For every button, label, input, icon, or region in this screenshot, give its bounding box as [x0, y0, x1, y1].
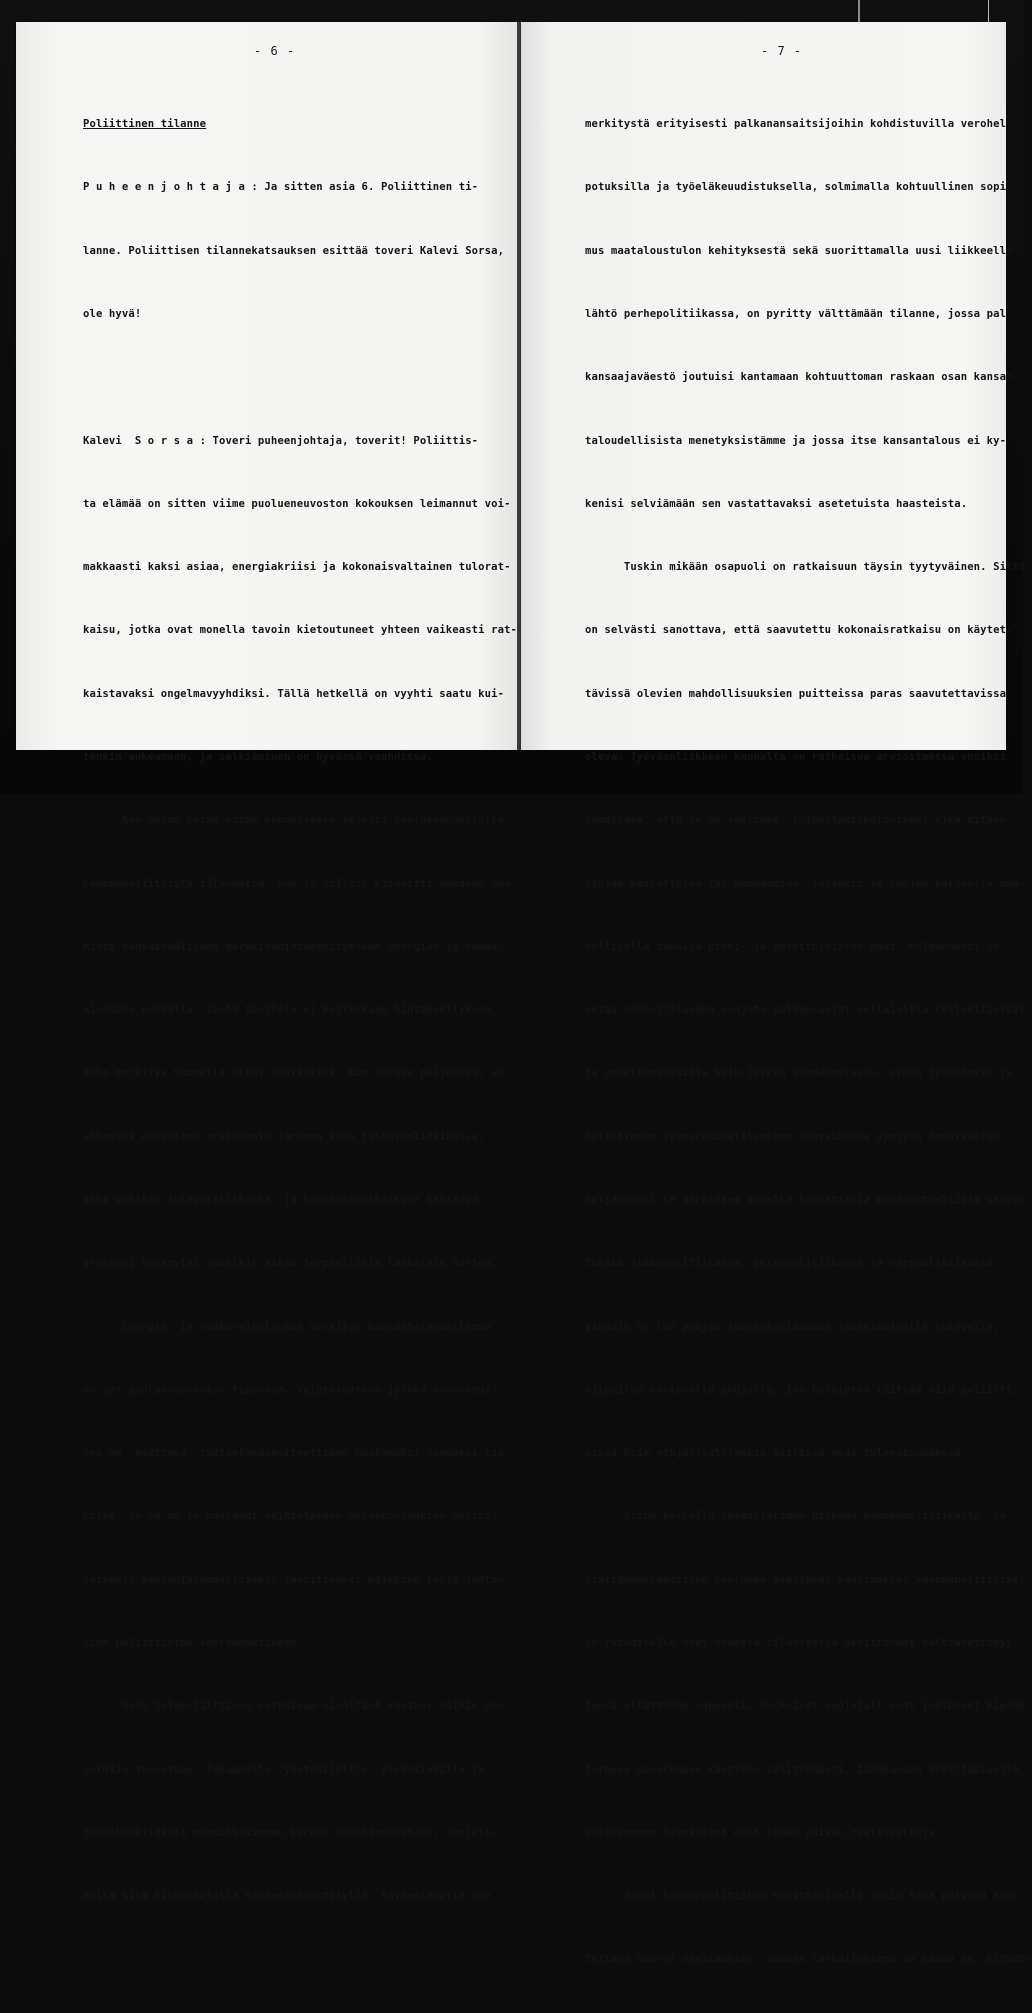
text-line: ta elämää on sitten viime puolueneuvoston kokouksen leimannut voi- — [83, 497, 511, 510]
text-line: Vihdoin se luo pohjan tuotantoelämämme rakentamiselle tukevalle, — [585, 1320, 1000, 1333]
text-line — [83, 367, 503, 388]
text-line: jaiseksi kansantaloudelliseksi tavoitteeksi kaikkine tästä johtu- — [83, 1573, 505, 1586]
text-line: Viime kerralla keskustelimme pitkään kauppapolitiikasta. So- — [585, 1510, 1013, 1523]
text-line: antaa mahdollisuuden suojata palkansaajat sellaisilta kollektiivisil- — [585, 1004, 1032, 1017]
text-line: vine poliittisine seuraamuksineen. — [83, 1636, 304, 1649]
left-page-number: - 6 - — [254, 44, 296, 58]
text-line: kaistavaksi ongelmavyyhdiksi. Tällä hetkellä on vyyhti saatu kui- — [83, 687, 505, 700]
text-line: on selvästi sanottava, että saavutettu kokonaisratkaisu on käytet- — [585, 624, 1013, 637]
text-line: sialidemokraattisen puolueen asettamat vaatimukset kauppapoliittisel- — [585, 1573, 1032, 1586]
text-line: Energia- ja raaka-ainelaskun merkitys kansantaloudellemme — [83, 1320, 492, 1333]
text-line: gelmiin tunnetaan. Takaamalla työntekijöille, virkamiehille ja — [83, 1763, 485, 1776]
text-line: oleva. Työväenliikkeen kannalta on ratkaisua arvioitaessa ensiksi — [585, 751, 1007, 763]
text-line: Juuri kauppapolitiikan kehittämiselle onkin tänä päivänä ase- — [585, 1890, 1020, 1903]
left-page-text — [83, 72, 518, 1949]
text-line: malla sitä tiukennetulla hintasäännöstelyllä, täydentämällä sen — [83, 1890, 492, 1903]
scan-mark — [988, 0, 989, 22]
text-line: ta onnettomuuksilta kuin jyrkkä suhdannelasku, synkä työttömyys ja — [585, 1067, 1013, 1080]
text-line: on nyt puolueneuvoston tiedossa. Vaihtosuhteen jyrkkä huononemi- — [83, 1383, 498, 1396]
text-line: eikä vähiten tulopolitiikassa, ja kokonaisratkaisuun tähtäävä — [83, 1193, 479, 1206]
text-line: Tuskin mikään osapuoli on ratkaisuun täysin tyytyväinen. Silti — [585, 561, 1026, 574]
text-line: holtittoman työmarkkinatilanteen seurauksena syntyvä devalvaatio. — [585, 1130, 1007, 1143]
text-line: koko merkitys Suomelle ollut nähtävissä. Kun totuus paljastui, se — [83, 1067, 505, 1080]
text-line: mus maataloustulon kehityksestä sekä suorittamalla uusi liikkeelle — [585, 244, 1013, 257]
text-line: P u h e e n j o h t a j a : Ja sitten asia 6. Poliittinen ti- — [83, 181, 479, 194]
text-line: Kalevi S o r s a : Toveri puheenjohtaja, toverit! Poliittis- — [83, 434, 479, 447]
text-line: kaisu, jotka ovat monella tavoin kietoutuneet yhteen vaikeasti rat- — [83, 624, 518, 637]
text-line: toimihenkilöille mahdollisimman korkea reaaliansiotaso, suojele- — [83, 1826, 498, 1839]
text-line: lähtö perhepolitiikassa, on pyritty välttämään tilanne, jossa pal- — [585, 308, 1013, 321]
text-line: todettava, että se on realinen, toteuttamiskelpoinen, eikä mitään — [585, 814, 1007, 827]
text-line: prosessi keskeytyi joksikin aikaa tarpeellisia laskelmia varten. — [83, 1257, 498, 1270]
text-line: tenkin aukeamaan, ja selkiäminen on hyvässä vauhdissa. — [83, 751, 433, 763]
text-line: tävissä olevien mahdollisuuksien puitteissa paras saavutettavissa — [585, 687, 1007, 700]
text-line: le ratkaisulle ovat uudessa tilanteessa osoittaneet välttämättömyy- — [585, 1636, 1020, 1649]
text-line: Kun Jermu Laine viime kokouksessa selosti puolueneuvostolle — [83, 814, 505, 827]
text-line: sissa kuin etujärjestöjenkin piirissä myös tulevaisuudessa. — [585, 1447, 968, 1460]
text-line: kansaajaväestö joutuisi kantamaan kohtuuttoman raskaan osan kansan- — [585, 371, 1020, 384]
text-line: ole hyvä! — [83, 308, 142, 321]
text-line: kauppapoliittista tilannetta, hän jo silloin kiinnitti vakavaa huo- — [83, 877, 518, 890]
text-line: kilpailun kestävälle pohjalle, jos harkintaa riittää niin poliitti- — [585, 1383, 1020, 1396]
text-line: potuksilla ja työeläkeuudistuksella, solmimalla kohtuullinen sopi- — [585, 181, 1013, 194]
text-line: tensä yllättävän nopeasti. Keskeiset suojalait ovat joutuneet kipeän — [585, 1700, 1026, 1713]
text-line: kille, ja se on jo nostanut vaihtotaseen peruskorjauksen ensisi- — [83, 1510, 498, 1523]
text-line: lanne. Poliittisen tilannekatsauksen esittää toveri Kalevi Sorsa, — [83, 244, 505, 257]
text-line: makkaasti kaksi asiaa, energiakriisi ja kokonaisvaltainen tulorat- — [83, 561, 511, 574]
text-line: dollisella tavalla pieni- ja keskituloisten edut. Kolmanneksi se — [585, 940, 1000, 953]
text-line: tyhjää haihattelua tai demagogiaa. Toiseksi se suojaa parhaalla mah- — [585, 877, 1026, 890]
right-page-text — [585, 72, 1032, 2013]
text-line: tarpeen sanelemaan käyttöön välittömästi. Idänkaupan kehittämiselle — [585, 1763, 1020, 1776]
right-page — [521, 22, 1032, 1966]
text-line: kenisi selviämään sen vastattavaksi asetetuista haasteista. — [585, 497, 968, 510]
text-line: merkitystä erityisesti palkanansaitsijoihin kohdistuvilla verohel- — [585, 118, 1013, 131]
text-line: Myös tulopoliittisen ratkaisun sisältämä vastaus näihin on- — [83, 1700, 505, 1713]
text-line: nen on asettava tuotantokapasiteettimme muutamaksi vuodeksi tiu- — [83, 1447, 511, 1460]
left-page — [16, 22, 518, 1903]
section-heading: Poliittinen tilanne — [83, 118, 207, 131]
text-line: taloudellisista menetyksistämme ja jossa itse kansantalous ei ky- — [585, 434, 1007, 447]
right-page-number: - 7 - — [761, 44, 803, 58]
text-line: aineiden kohdalla. Vielä tuolloin ei kuitenkaan hintakehityksen — [83, 1004, 492, 1017]
text-line: aiheutti uudelleen arvioinnin tarpeen koko talouspolitiikassa, — [83, 1130, 485, 1143]
scan-mark — [858, 0, 860, 22]
text-line: asettamamme tavoitteet ovat tämän päivän realiteetteja. — [585, 1826, 942, 1839]
text-line: tuksia eläkepolitiikassa, perhepolitiikassa ja veropolitiikassa. — [585, 1257, 1000, 1270]
text-line: miota kansainväliseen markkinahintakehitykseen energian ja raaka- — [83, 940, 505, 953]
text-line: Neljänneksi se merkitsee todella huomattavia periaatteellisia saavu- — [585, 1193, 1026, 1206]
text-line: tettava suuret vaatimukset. Suomen tarkoituksena on saada ns. KEVSOS- — [585, 1953, 1032, 1966]
